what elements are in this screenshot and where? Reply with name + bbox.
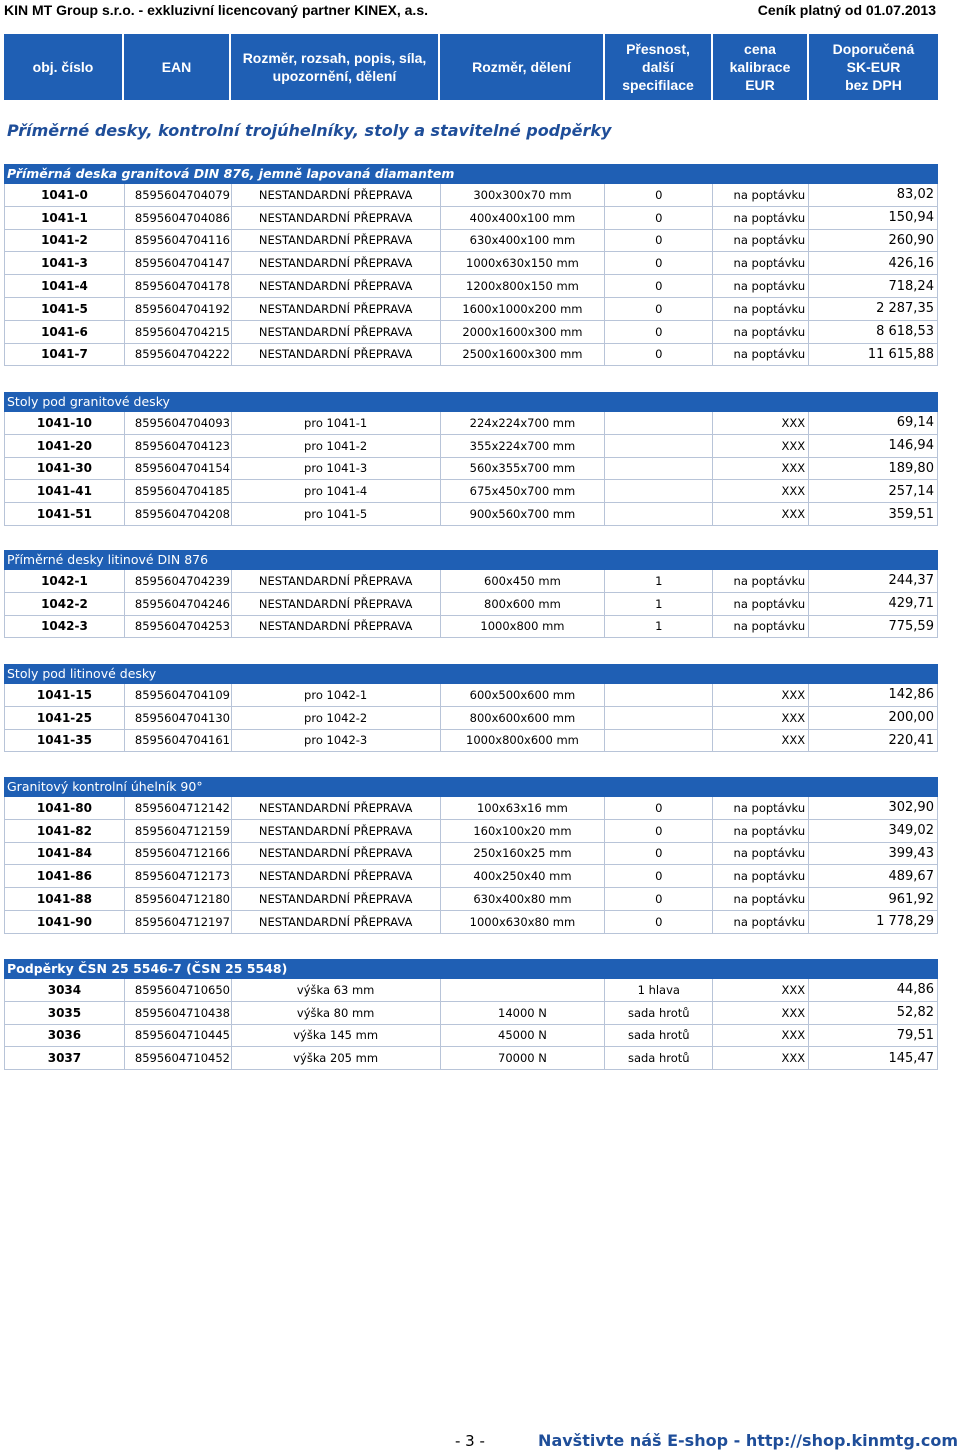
ean-cell: 8595604704246 [125, 593, 232, 615]
ean-cell: 8595604704079 [125, 184, 232, 206]
section-2 [4, 550, 938, 638]
ean-cell: 8595604710452 [125, 1047, 232, 1069]
section-title: Podpěrky ČSN 25 5546-7 (ČSN 25 5548) [4, 959, 938, 979]
calibration-cell: na poptávku [713, 911, 809, 933]
dimension-cell: 630x400x80 mm [441, 888, 606, 910]
ean-cell: 8595604704178 [125, 275, 232, 297]
description-cell: pro 1042-3 [232, 730, 441, 752]
obj-number-cell: 1041-2 [5, 230, 125, 252]
price-cell: 489,67 [809, 865, 938, 887]
description-cell: NESTANDARDNÍ PŘEPRAVA [232, 252, 441, 274]
obj-number-cell: 1041-5 [5, 298, 125, 320]
dimension-cell: 675x450x700 mm [441, 480, 606, 502]
table-row [4, 865, 938, 888]
table-row [4, 503, 938, 526]
calibration-cell: XXX [713, 979, 809, 1001]
description-cell: pro 1041-5 [232, 503, 441, 525]
table-row [4, 843, 938, 866]
ean-cell: 8595604712180 [125, 888, 232, 910]
precision-cell: 0 [605, 184, 713, 206]
description-cell: NESTANDARDNÍ PŘEPRAVA [232, 298, 441, 320]
ean-cell: 8595604704116 [125, 230, 232, 252]
header-precision: Přesnost, další specifilace [605, 34, 713, 100]
calibration-cell: XXX [713, 458, 809, 480]
ean-cell: 8595604704215 [125, 321, 232, 343]
section-title: Příměrné desky litinové DIN 876 [4, 550, 938, 570]
precision-cell: 0 [605, 298, 713, 320]
table-row [4, 1047, 938, 1070]
price-cell: 11 615,88 [809, 344, 938, 366]
table-row [4, 820, 938, 843]
precision-cell [605, 480, 713, 502]
dimension-cell: 600x500x600 mm [441, 684, 606, 706]
description-cell: NESTANDARDNÍ PŘEPRAVA [232, 865, 441, 887]
ean-cell: 8595604704123 [125, 435, 232, 457]
calibration-cell: XXX [713, 503, 809, 525]
obj-number-cell: 1041-4 [5, 275, 125, 297]
precision-cell [605, 684, 713, 706]
obj-number-cell: 1041-30 [5, 458, 125, 480]
calibration-cell: na poptávku [713, 207, 809, 229]
calibration-cell: XXX [713, 730, 809, 752]
company-name: KIN MT Group s.r.o. - exkluzivní licencovaný partner KINEX, a.s. [4, 2, 428, 18]
header-obj-number: obj. číslo [4, 34, 124, 100]
description-cell: pro 1041-1 [232, 412, 441, 434]
calibration-cell: na poptávku [713, 593, 809, 615]
description-cell: výška 80 mm [232, 1002, 441, 1024]
header-description: Rozměr, rozsah, popis, síla, upozornění, dělení [231, 34, 440, 100]
calibration-cell: na poptávku [713, 616, 809, 638]
precision-cell: 1 [605, 570, 713, 592]
dimension-cell: 14000 N [441, 1002, 606, 1024]
obj-number-cell: 1041-0 [5, 184, 125, 206]
calibration-cell: XXX [713, 1047, 809, 1069]
precision-cell: 0 [605, 321, 713, 343]
dimension-cell: 224x224x700 mm [441, 412, 606, 434]
table-row [4, 275, 938, 298]
table-row [4, 412, 938, 435]
dimension-cell: 1000x800 mm [441, 616, 606, 638]
precision-cell: sada hrotů [605, 1002, 713, 1024]
table-row [4, 184, 938, 207]
ean-cell: 8595604704253 [125, 616, 232, 638]
section-4 [4, 777, 938, 934]
description-cell: NESTANDARDNÍ PŘEPRAVA [232, 207, 441, 229]
section-title: Granitový kontrolní úhelník 90° [4, 777, 938, 797]
obj-number-cell: 1041-7 [5, 344, 125, 366]
section-title: Stoly pod litinové desky [4, 664, 938, 684]
description-cell: NESTANDARDNÍ PŘEPRAVA [232, 888, 441, 910]
price-cell: 244,37 [809, 570, 938, 592]
description-cell: NESTANDARDNÍ PŘEPRAVA [232, 321, 441, 343]
dimension-cell: 400x250x40 mm [441, 865, 606, 887]
description-cell: NESTANDARDNÍ PŘEPRAVA [232, 593, 441, 615]
price-cell: 349,02 [809, 820, 938, 842]
ean-cell: 8595604704086 [125, 207, 232, 229]
price-cell: 359,51 [809, 503, 938, 525]
dimension-cell: 355x224x700 mm [441, 435, 606, 457]
precision-cell: sada hrotů [605, 1025, 713, 1047]
description-cell: NESTANDARDNÍ PŘEPRAVA [232, 616, 441, 638]
price-cell: 189,80 [809, 458, 938, 480]
ean-cell: 8595604712166 [125, 843, 232, 865]
obj-number-cell: 1041-10 [5, 412, 125, 434]
calibration-cell: XXX [713, 1025, 809, 1047]
precision-cell [605, 707, 713, 729]
table-row [4, 730, 938, 753]
section-1 [4, 392, 938, 526]
dimension-cell: 630x400x100 mm [441, 230, 606, 252]
precision-cell: 0 [605, 820, 713, 842]
description-cell: NESTANDARDNÍ PŘEPRAVA [232, 843, 441, 865]
price-cell: 142,86 [809, 684, 938, 706]
table-row [4, 911, 938, 934]
description-cell: NESTANDARDNÍ PŘEPRAVA [232, 230, 441, 252]
dimension-cell: 100x63x16 mm [441, 797, 606, 819]
page-number: - 3 - [455, 1432, 485, 1450]
table-row [4, 593, 938, 616]
price-cell: 961,92 [809, 888, 938, 910]
dimension-cell: 70000 N [441, 1047, 606, 1069]
obj-number-cell: 1041-88 [5, 888, 125, 910]
table-row [4, 707, 938, 730]
dimension-cell: 2500x1600x300 mm [441, 344, 606, 366]
calibration-cell: na poptávku [713, 570, 809, 592]
price-cell: 83,02 [809, 184, 938, 206]
dimension-cell: 800x600x600 mm [441, 707, 606, 729]
obj-number-cell: 1041-25 [5, 707, 125, 729]
dimension-cell: 600x450 mm [441, 570, 606, 592]
calibration-cell: XXX [713, 707, 809, 729]
obj-number-cell: 1041-51 [5, 503, 125, 525]
calibration-cell: na poptávku [713, 865, 809, 887]
header-dimension: Rozměr, dělení [440, 34, 605, 100]
table-row [4, 616, 938, 639]
price-cell: 775,59 [809, 616, 938, 638]
table-row [4, 207, 938, 230]
table-row [4, 344, 938, 367]
calibration-cell: XXX [713, 684, 809, 706]
calibration-cell: na poptávku [713, 184, 809, 206]
table-row [4, 684, 938, 707]
description-cell: NESTANDARDNÍ PŘEPRAVA [232, 275, 441, 297]
precision-cell [605, 412, 713, 434]
table-row [4, 570, 938, 593]
description-cell: NESTANDARDNÍ PŘEPRAVA [232, 911, 441, 933]
calibration-cell: XXX [713, 435, 809, 457]
obj-number-cell: 1041-3 [5, 252, 125, 274]
section-3 [4, 664, 938, 752]
calibration-cell: na poptávku [713, 820, 809, 842]
description-cell: pro 1041-2 [232, 435, 441, 457]
table-row [4, 252, 938, 275]
calibration-cell: XXX [713, 1002, 809, 1024]
description-cell: pro 1042-2 [232, 707, 441, 729]
price-cell: 145,47 [809, 1047, 938, 1069]
calibration-cell: na poptávku [713, 344, 809, 366]
price-cell: 302,90 [809, 797, 938, 819]
description-cell: pro 1041-3 [232, 458, 441, 480]
calibration-cell: XXX [713, 480, 809, 502]
precision-cell [605, 435, 713, 457]
table-row [4, 458, 938, 481]
calibration-cell: na poptávku [713, 298, 809, 320]
price-cell: 718,24 [809, 275, 938, 297]
ean-cell: 8595604704154 [125, 458, 232, 480]
precision-cell: 0 [605, 207, 713, 229]
calibration-cell: na poptávku [713, 843, 809, 865]
precision-cell: 0 [605, 797, 713, 819]
dimension-cell: 1000x800x600 mm [441, 730, 606, 752]
dimension-cell: 250x160x25 mm [441, 843, 606, 865]
price-cell: 426,16 [809, 252, 938, 274]
section-title: Příměrná deska granitová DIN 876, jemně lapovaná diamantem [4, 164, 938, 184]
ean-cell: 8595604704185 [125, 480, 232, 502]
table-row [4, 979, 938, 1002]
table-row [4, 1002, 938, 1025]
price-cell: 200,00 [809, 707, 938, 729]
ean-cell: 8595604704147 [125, 252, 232, 274]
dimension-cell: 160x100x20 mm [441, 820, 606, 842]
precision-cell: sada hrotů [605, 1047, 713, 1069]
dimension-cell: 1200x800x150 mm [441, 275, 606, 297]
dimension-cell: 300x300x70 mm [441, 184, 606, 206]
header-ean: EAN [124, 34, 231, 100]
ean-cell: 8595604712159 [125, 820, 232, 842]
ean-cell: 8595604710438 [125, 1002, 232, 1024]
obj-number-cell: 1041-41 [5, 480, 125, 502]
table-row [4, 797, 938, 820]
obj-number-cell: 1041-90 [5, 911, 125, 933]
ean-cell: 8595604712197 [125, 911, 232, 933]
precision-cell: 0 [605, 865, 713, 887]
ean-cell: 8595604710650 [125, 979, 232, 1001]
obj-number-cell: 1041-80 [5, 797, 125, 819]
description-cell: NESTANDARDNÍ PŘEPRAVA [232, 570, 441, 592]
top-bar [0, 0, 960, 22]
table-header [4, 34, 938, 100]
eshop-link[interactable]: Navštivte náš E-shop - http://shop.kinmtg.com [538, 1431, 958, 1450]
calibration-cell: na poptávku [713, 275, 809, 297]
description-cell: pro 1042-1 [232, 684, 441, 706]
dimension-cell: 45000 N [441, 1025, 606, 1047]
precision-cell: 0 [605, 843, 713, 865]
ean-cell: 8595604704093 [125, 412, 232, 434]
table-row [4, 888, 938, 911]
price-cell: 44,86 [809, 979, 938, 1001]
calibration-cell: na poptávku [713, 321, 809, 343]
precision-cell: 0 [605, 344, 713, 366]
calibration-cell: na poptávku [713, 797, 809, 819]
dimension-cell: 2000x1600x300 mm [441, 321, 606, 343]
obj-number-cell: 1042-3 [5, 616, 125, 638]
price-cell: 2 287,35 [809, 298, 938, 320]
price-list-date: Ceník platný od 01.07.2013 [757, 2, 936, 18]
ean-cell: 8595604704208 [125, 503, 232, 525]
price-cell: 429,71 [809, 593, 938, 615]
precision-cell: 1 hlava [605, 979, 713, 1001]
precision-cell: 0 [605, 230, 713, 252]
ean-cell: 8595604704192 [125, 298, 232, 320]
price-cell: 69,14 [809, 412, 938, 434]
obj-number-cell: 1041-82 [5, 820, 125, 842]
calibration-cell: XXX [713, 412, 809, 434]
section-5 [4, 959, 938, 1070]
price-cell: 399,43 [809, 843, 938, 865]
precision-cell: 0 [605, 275, 713, 297]
table-row [4, 230, 938, 253]
table-row [4, 321, 938, 344]
ean-cell: 8595604704161 [125, 730, 232, 752]
ean-cell: 8595604712142 [125, 797, 232, 819]
obj-number-cell: 1041-84 [5, 843, 125, 865]
table-row [4, 480, 938, 503]
obj-number-cell: 1041-86 [5, 865, 125, 887]
dimension-cell: 1000x630x80 mm [441, 911, 606, 933]
price-cell: 1 778,29 [809, 911, 938, 933]
precision-cell [605, 503, 713, 525]
dimension-cell: 560x355x700 mm [441, 458, 606, 480]
description-cell: NESTANDARDNÍ PŘEPRAVA [232, 820, 441, 842]
description-cell: pro 1041-4 [232, 480, 441, 502]
obj-number-cell: 3034 [5, 979, 125, 1001]
dimension-cell: 800x600 mm [441, 593, 606, 615]
obj-number-cell: 1041-6 [5, 321, 125, 343]
obj-number-cell: 1042-2 [5, 593, 125, 615]
calibration-cell: na poptávku [713, 252, 809, 274]
precision-cell: 0 [605, 911, 713, 933]
ean-cell: 8595604704130 [125, 707, 232, 729]
precision-cell: 0 [605, 252, 713, 274]
precision-cell: 1 [605, 616, 713, 638]
description-cell: výška 63 mm [232, 979, 441, 1001]
price-cell: 8 618,53 [809, 321, 938, 343]
obj-number-cell: 3035 [5, 1002, 125, 1024]
price-cell: 220,41 [809, 730, 938, 752]
ean-cell: 8595604704109 [125, 684, 232, 706]
description-cell: výška 145 mm [232, 1025, 441, 1047]
table-row [4, 435, 938, 458]
precision-cell: 1 [605, 593, 713, 615]
section-0 [4, 164, 938, 366]
ean-cell: 8595604710445 [125, 1025, 232, 1047]
obj-number-cell: 1042-1 [5, 570, 125, 592]
header-calibration: cena kalibrace EUR [713, 34, 809, 100]
price-cell: 260,90 [809, 230, 938, 252]
table-row [4, 1025, 938, 1048]
obj-number-cell: 1041-20 [5, 435, 125, 457]
dimension-cell: 400x400x100 mm [441, 207, 606, 229]
description-cell: NESTANDARDNÍ PŘEPRAVA [232, 184, 441, 206]
price-cell: 150,94 [809, 207, 938, 229]
precision-cell [605, 730, 713, 752]
dimension-cell [441, 979, 606, 1001]
price-cell: 79,51 [809, 1025, 938, 1047]
ean-cell: 8595604704239 [125, 570, 232, 592]
description-cell: NESTANDARDNÍ PŘEPRAVA [232, 344, 441, 366]
header-price: Doporučená SK-EUR bez DPH [809, 34, 938, 100]
section-title: Stoly pod granitové desky [4, 392, 938, 412]
ean-cell: 8595604704222 [125, 344, 232, 366]
dimension-cell: 900x560x700 mm [441, 503, 606, 525]
ean-cell: 8595604712173 [125, 865, 232, 887]
price-cell: 52,82 [809, 1002, 938, 1024]
dimension-cell: 1000x630x150 mm [441, 252, 606, 274]
precision-cell: 0 [605, 888, 713, 910]
page-title: Příměrné desky, kontrolní trojúhelníky, stoly a stavitelné podpěrky [7, 121, 612, 140]
table-row [4, 298, 938, 321]
obj-number-cell: 1041-15 [5, 684, 125, 706]
description-cell: výška 205 mm [232, 1047, 441, 1069]
obj-number-cell: 3037 [5, 1047, 125, 1069]
obj-number-cell: 1041-35 [5, 730, 125, 752]
price-cell: 146,94 [809, 435, 938, 457]
calibration-cell: na poptávku [713, 230, 809, 252]
dimension-cell: 1600x1000x200 mm [441, 298, 606, 320]
obj-number-cell: 3036 [5, 1025, 125, 1047]
obj-number-cell: 1041-1 [5, 207, 125, 229]
description-cell: NESTANDARDNÍ PŘEPRAVA [232, 797, 441, 819]
calibration-cell: na poptávku [713, 888, 809, 910]
price-cell: 257,14 [809, 480, 938, 502]
precision-cell [605, 458, 713, 480]
